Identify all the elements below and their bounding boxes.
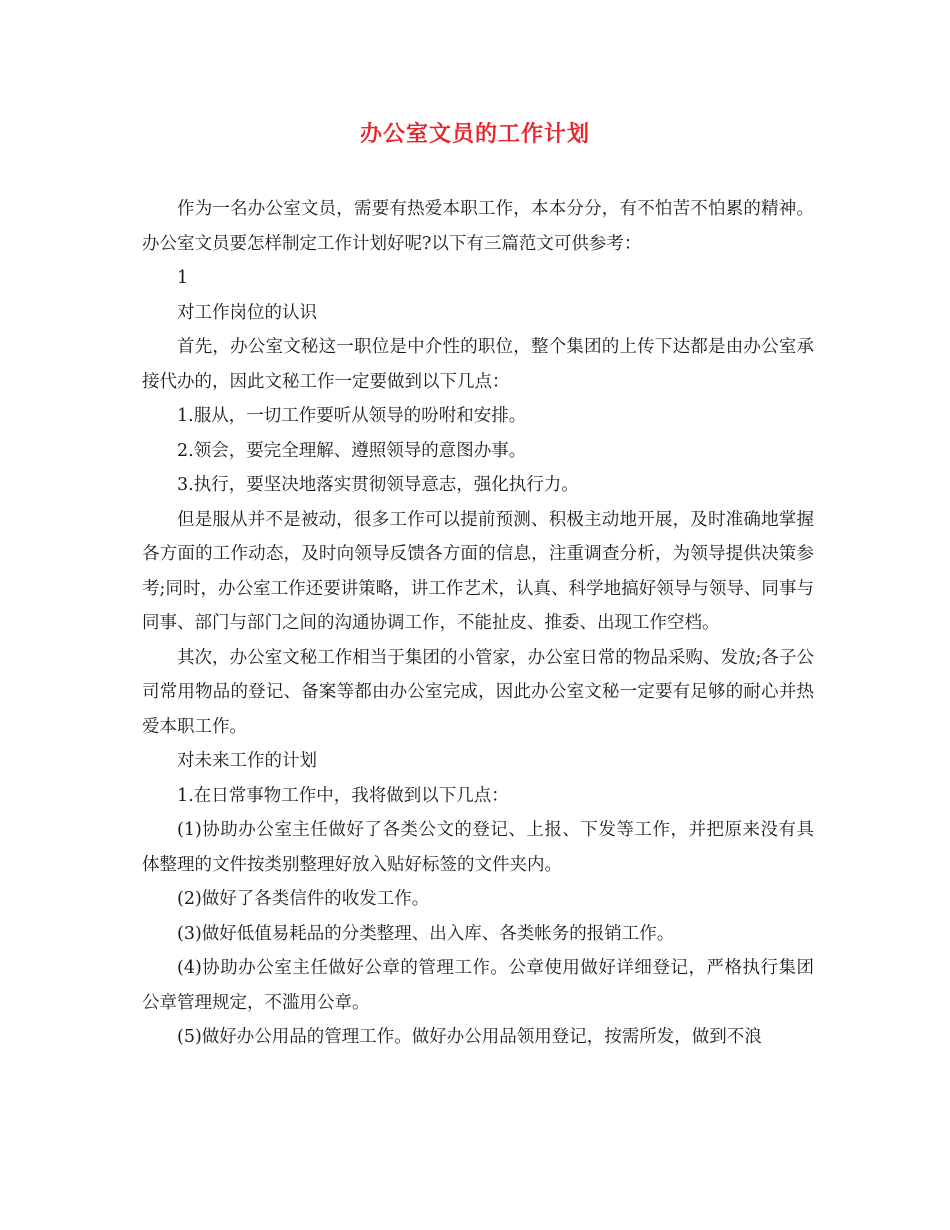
- paragraph-second: 其次，办公室文秘工作相当于集团的小管家，办公室日常的物品采购、发放;各子公司常用物品的登记、备案等都由办公室完成，因此办公室文秘一定要有足够的耐心并热爱本职工作。: [142, 647, 814, 737]
- list-item: (2)做好了各类信件的收发工作。: [177, 889, 430, 909]
- list-item: 2.领会，要完全理解、遵照领导的意图办事。: [177, 440, 527, 461]
- list-item: (3)做好低值易耗品的分类整理、出入库、各类帐务的报销工作。: [177, 923, 675, 944]
- list-item: 1.服从，一切工作要听从领导的吩咐和安排。: [177, 406, 527, 426]
- paragraph-intro: 作为一名办公室文员，需要有热爱本职工作，本本分分，有不怕苦不怕累的精神。办公室文员要怎样制定工作计划好呢?以下有三篇范文可供参考：: [142, 199, 814, 254]
- list-item: 3.执行，要坚决地落实贯彻领导意志，强化执行力。: [177, 475, 579, 495]
- list-item: 1.在日常事物工作中，我将做到以下几点：: [177, 785, 509, 806]
- document-title: 办公室文员的工作计划: [359, 121, 590, 147]
- document-body: [142, 192, 814, 1055]
- section-heading-plan: 对未来工作的计划: [177, 751, 317, 771]
- list-item: (4)协助办公室主任做好公章的管理工作。公章使用做好详细登记，严格执行集团公章管理规定，不滥用公章。: [142, 958, 814, 1013]
- list-item: (1)协助办公室主任做好了各类公文的登记、上报、下发等工作，并把原来没有具体整理的文件按类别整理好放入贴好标签的文件夹内。: [142, 820, 814, 875]
- paragraph-however: 但是服从并不是被动，很多工作可以提前预测、积极主动地开展，及时准确地掌握各方面的工作动态，及时向领导反馈各方面的信息，注重调查分析，为领导提供决策参考;同时，办公室工作还要讲策略，讲工作艺术，认真、科学地搞好领导与领导、同事与同事、部门与部门之间的沟通协调工作，不能扯皮、推委、出现工作空档。: [142, 509, 814, 633]
- paragraph-number: 1: [177, 268, 189, 288]
- section-heading-role: 对工作岗位的认识: [177, 302, 317, 323]
- list-item: (5)做好办公用品的管理工作。做好办公用品领用登记，按需所发，做到不浪: [177, 1027, 762, 1047]
- paragraph-first: 首先，办公室文秘这一职位是中介性的职位，整个集团的上传下达都是由办公室承接代办的，因此文秘工作一定要做到以下几点：: [142, 337, 814, 392]
